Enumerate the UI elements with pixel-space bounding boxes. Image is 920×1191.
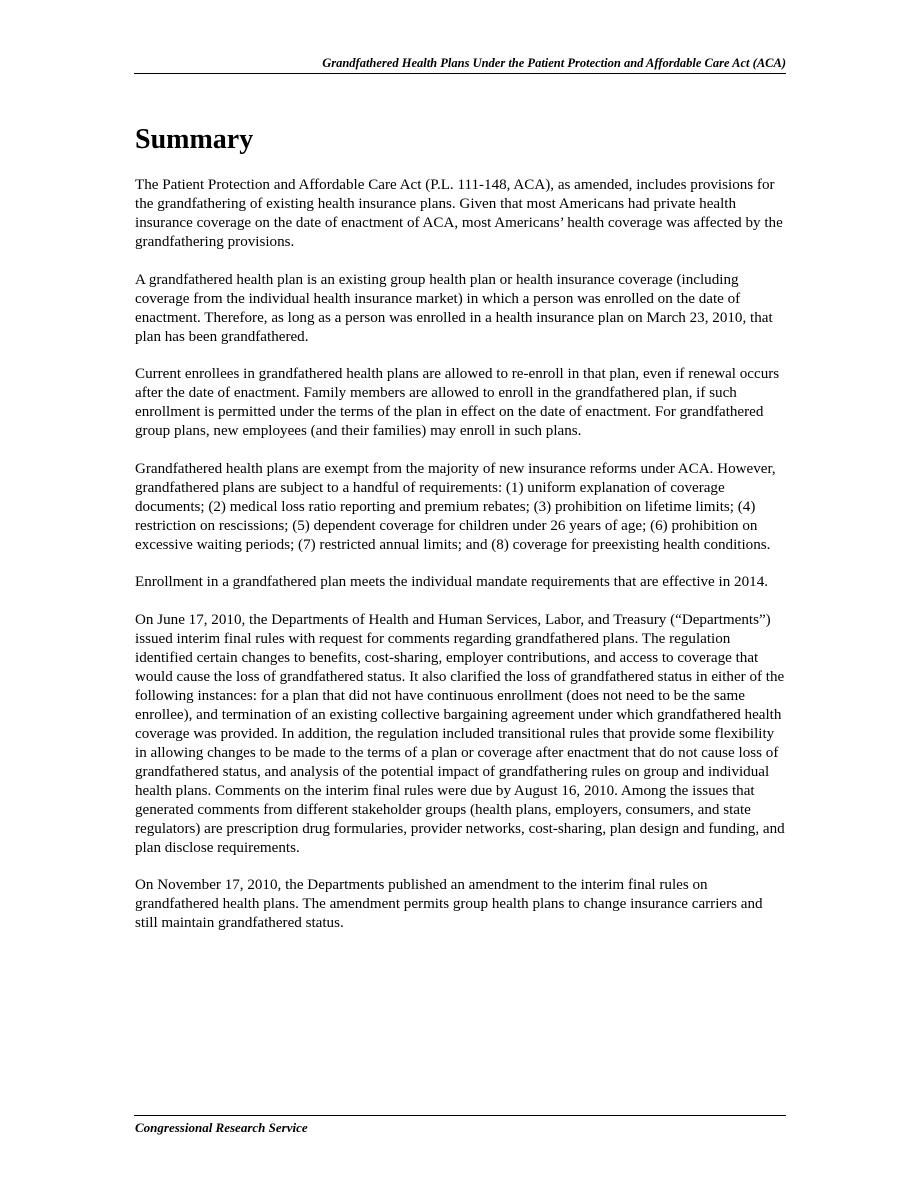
paragraph-exemptions: Grandfathered health plans are exempt from the majority of new insurance reforms under ACA. However, grandfathered plans are subject to a handful of requirements: (1) uniform explanation of coverage documents; (2) medical loss ratio reporting and premium rebates; (3) prohibition on lifetime limits; (4) restriction on rescissions; (5) dependent coverage for children under 26 years of age; (6) prohibition on excessive waiting periods; (7) restricted annual limits; and (8) coverage for preexisting health conditions.: [135, 460, 776, 553]
running-footer: Congressional Research Service: [135, 1120, 308, 1135]
paragraph-individual-mandate: Enrollment in a grandfathered plan meets the individual mandate requirements that are effective in 2014.: [135, 574, 769, 590]
paragraph-grandfathered-definition: A grandfathered health plan is an existing group health plan or health insurance coverage (including coverage from the individual health insurance market) in which a person was enrolled on the date of enactment. Therefore, as long as a person was enrolled in a health insurance plan on March 23, 2010, that plan has been grandfathered.: [135, 271, 773, 345]
footer-divider: [134, 1115, 786, 1116]
paragraph-enrollees: Current enrollees in grandfathered health plans are allowed to re-enroll in that plan, even if renewal occurs after the date of enactment. Family members are allowed to enroll in the grandfathered plan, if such enrollment is permitted under the terms of the plan in effect on the date of enactment. For grandfathered group plans, new employees (and their families) may enroll in such plans.: [135, 366, 780, 439]
paragraph-aca-overview: The Patient Protection and Affordable Care Act (P.L. 111-148, ACA), as amended, includes provisions for the grandfathering of existing health insurance plans. Given that most Americans had private health insurance coverage on the date of enactment of ACA, most Americans’ health coverage was affected by the grandfathering provisions.: [135, 177, 783, 250]
summary-body: [135, 176, 787, 952]
running-header: Grandfathered Health Plans Under the Patient Protection and Affordable Care Act (ACA): [134, 55, 786, 74]
paragraph-amendment: On November 17, 2010, the Departments published an amendment to the interim final rules on grandfathered health plans. The amendment permits group health plans to change insurance carriers and still maintain grandfathered status.: [135, 877, 763, 931]
paragraph-interim-final-rules: On June 17, 2010, the Departments of Health and Human Services, Labor, and Treasury (“Departments”) issued interim final rules with request for comments regarding grandfathered plans. The regulation identified certain changes to benefits, cost-sharing, employer contributions, and access to coverage that would cause the loss of grandfathered status. It also clarified the loss of grandfathered status in either of the following instances: for a plan that did not have continuous enrollment (does not need to be the same enrollee), and termination of an existing collective bargaining agreement under which grandfathered health coverage was provided. In addition, the regulation included transitional rules that provide some flexibility in allowing changes to be made to the terms of a plan or coverage after enactment that do not cause loss of grandfathered status, and analysis of the potential impact of grandfathering rules on group and individual health plans. Comments on the interim final rules were due by August 16, 2010. Among the issues that generated comments from different stakeholder groups (health plans, employers, consumers, and state regulators) are prescription drug formularies, provider networks, cost-sharing, plan design and funding, and plan disclose requirements.: [135, 611, 785, 856]
section-title: Summary: [135, 124, 254, 155]
